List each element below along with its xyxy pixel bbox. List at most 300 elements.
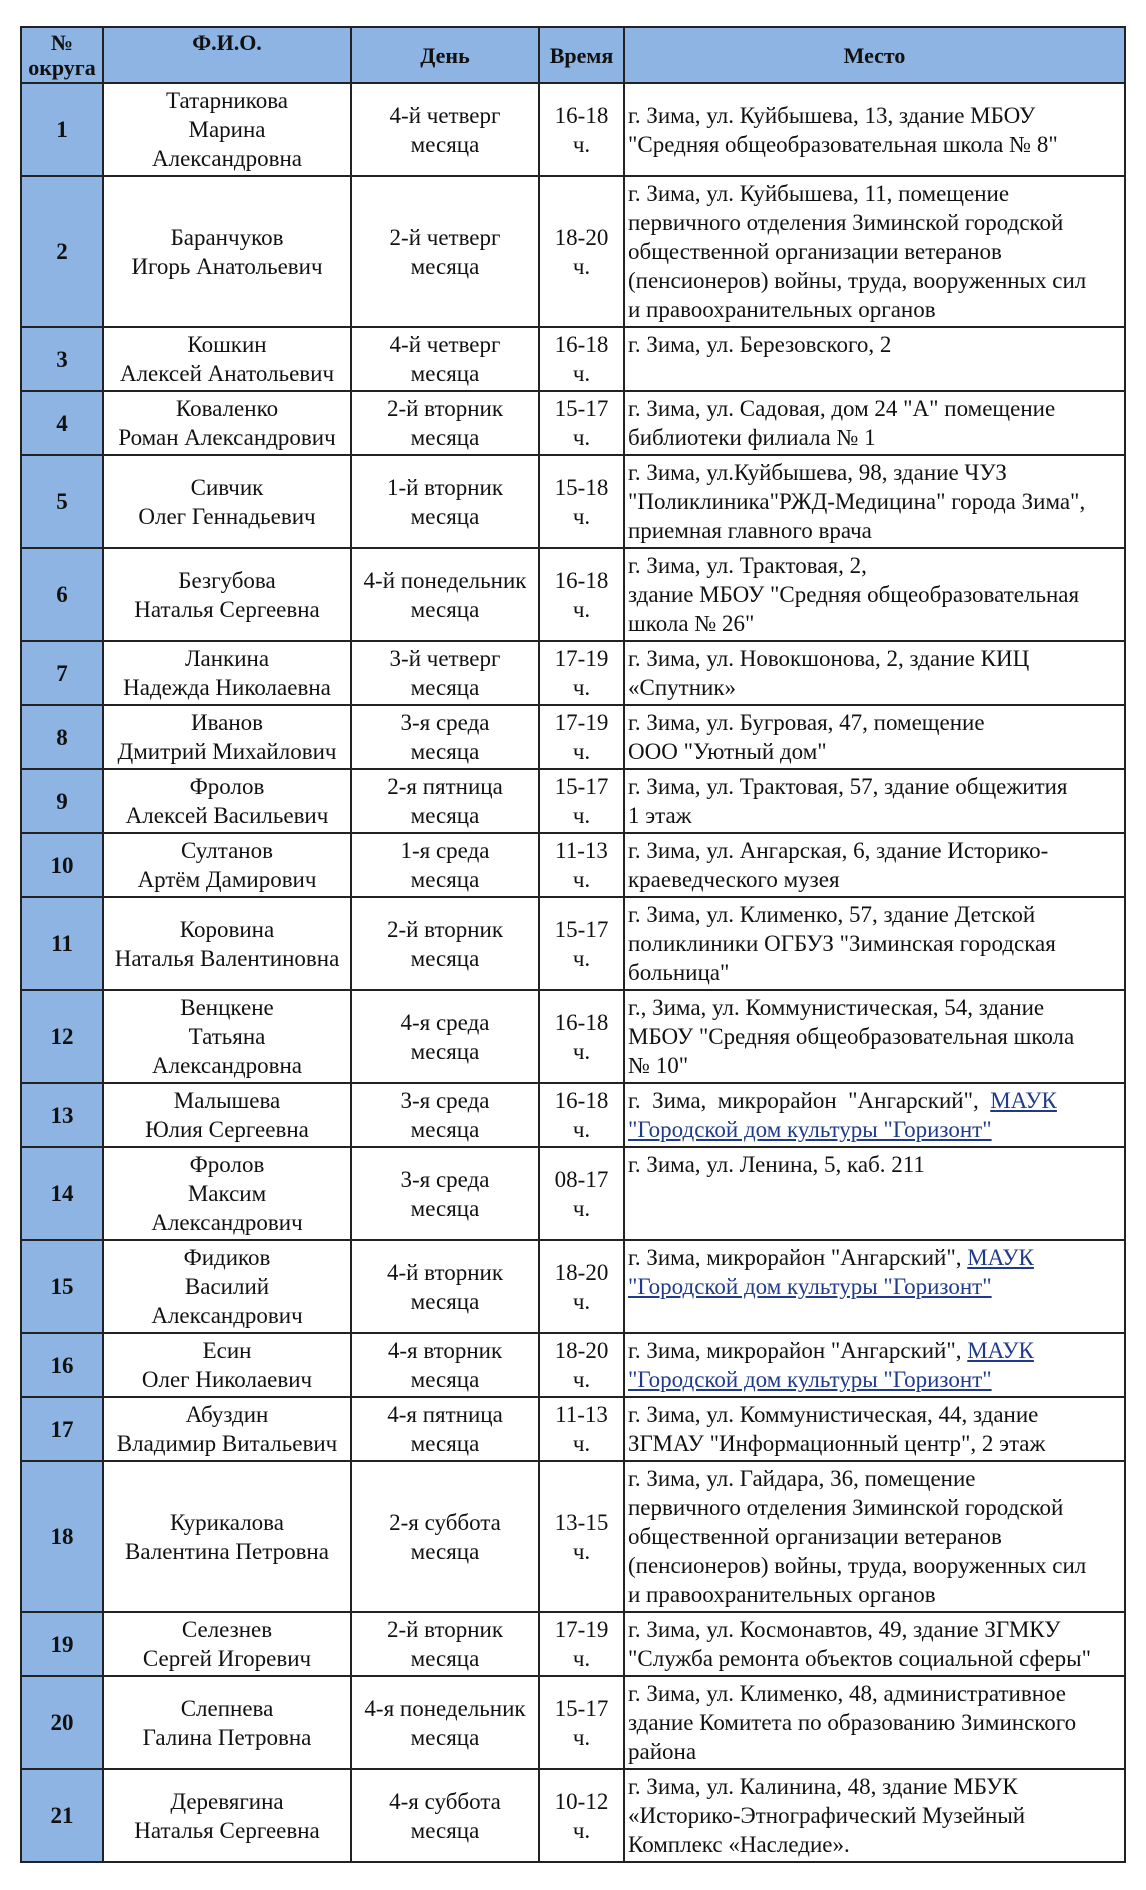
reception-time-line: 15-17 xyxy=(554,774,609,799)
reception-time-line: 16-18 xyxy=(554,332,609,357)
reception-place-cell xyxy=(624,705,1125,769)
reception-time-line: 10-12 xyxy=(554,1788,609,1814)
deputy-name-line: Татарникова xyxy=(165,88,289,113)
reception-place-line: и правоохранительных органов xyxy=(628,297,936,322)
deputy-name-line: Безгубова xyxy=(178,567,276,593)
reception-place-line: г. Зима, ул. Трактовая, 2, xyxy=(628,553,867,578)
venue-link[interactable]: МАУК xyxy=(967,1245,1034,1270)
reception-time-line: 18-20 xyxy=(554,1338,609,1363)
reception-time-line: 08-17 xyxy=(554,1166,609,1192)
reception-time-line: ч. xyxy=(572,131,591,157)
reception-place-line: района xyxy=(628,1739,697,1764)
reception-day-line: 3-я среда xyxy=(400,1088,490,1113)
district-number-cell: 20 xyxy=(21,1676,103,1769)
table-row xyxy=(21,1461,1125,1612)
reception-place-line: ООО "Уютный дом" xyxy=(628,739,827,764)
deputy-name-line: Василий xyxy=(184,1274,270,1299)
deputy-name-line: Юлия Сергеевна xyxy=(145,1117,309,1142)
deputy-name-line: Игорь Анатольевич xyxy=(131,253,323,279)
reception-time-cell xyxy=(539,176,624,327)
district-number-cell: 3 xyxy=(21,327,103,391)
deputy-name-cell xyxy=(103,1147,351,1240)
district-number-cell: 12 xyxy=(21,990,103,1083)
deputy-name-line: Александровна xyxy=(152,146,302,171)
venue-link[interactable]: "Городской дом культуры "Горизонт" xyxy=(628,1367,992,1392)
district-number-cell: 9 xyxy=(21,769,103,833)
district-number-cell: 19 xyxy=(21,1612,103,1676)
district-number-cell: 5 xyxy=(21,455,103,548)
reception-day-line: месяца xyxy=(410,1288,480,1314)
deputy-name-line: Алексей Анатольевич xyxy=(119,361,335,386)
reception-day-line: 4-я вторник xyxy=(387,1338,503,1363)
district-number-cell: 2 xyxy=(21,176,103,327)
reception-place-cell xyxy=(624,990,1125,1083)
reception-day-cell xyxy=(351,1240,539,1333)
deputy-name-cell xyxy=(103,641,351,705)
table-row xyxy=(21,1397,1125,1461)
deputy-name-line: Курикалова xyxy=(170,1509,284,1535)
reception-place-cell xyxy=(624,1612,1125,1676)
reception-day-line: 2-я пятница xyxy=(387,774,503,799)
reception-time-cell xyxy=(539,1240,624,1333)
table-row xyxy=(21,83,1125,176)
deputy-name-cell xyxy=(103,1397,351,1461)
reception-time-line: ч. xyxy=(572,1367,591,1392)
deputy-name-line: Владимир Витальевич xyxy=(116,1431,338,1456)
reception-day-cell xyxy=(351,1461,539,1612)
reception-time-cell xyxy=(539,705,624,769)
deputy-name-line: Наталья Сергеевна xyxy=(134,596,320,622)
reception-place-line xyxy=(628,1115,1121,1144)
deputy-name-line: Надежда Николаевна xyxy=(123,675,331,700)
reception-day-cell xyxy=(351,833,539,897)
reception-day-line: 1-й вторник xyxy=(386,474,504,500)
header-num-label: округа xyxy=(28,55,96,80)
deputy-name-cell xyxy=(103,1769,351,1862)
reception-day-line: месяца xyxy=(410,361,480,386)
deputy-name-line: Слепнева xyxy=(180,1695,274,1721)
table-row xyxy=(21,1147,1125,1240)
reception-time-cell xyxy=(539,548,624,641)
reception-place-line: "Средняя общеобразовательная школа № 8" xyxy=(628,131,1058,157)
reception-place-line: краеведческого музея xyxy=(628,867,840,892)
reception-day-cell xyxy=(351,897,539,990)
reception-day-line: 1-я среда xyxy=(400,838,490,863)
reception-place-line: здание МБОУ "Средняя общеобразовательная xyxy=(628,582,1080,607)
header-district-number xyxy=(21,27,103,83)
reception-time-cell xyxy=(539,1612,624,1676)
reception-time-cell xyxy=(539,327,624,391)
reception-place-cell xyxy=(624,1676,1125,1769)
reception-place-text: г. Зима, микрорайон "Ангарский", xyxy=(628,1088,991,1113)
reception-place-line: г. Зима, ул. Куйбышева, 11, помещение xyxy=(628,181,1010,206)
reception-place-line: "Служба ремонта объектов социальной сферы" xyxy=(628,1646,1091,1671)
reception-place-line: первичного отделения Зиминской городской xyxy=(628,210,1064,235)
deputy-name-line: Иванов xyxy=(190,710,264,735)
reception-day-line: месяца xyxy=(410,253,480,279)
reception-place-line: г. Зима, ул.Куйбышева, 98, здание ЧУЗ xyxy=(628,460,1007,485)
reception-time-line: ч. xyxy=(572,1038,591,1064)
reception-place-line: № 10" xyxy=(628,1053,689,1078)
reception-place-line: библиотеки филиала № 1 xyxy=(628,425,876,450)
reception-time-line: ч. xyxy=(572,253,591,279)
deputy-name-line: Султанов xyxy=(181,838,273,863)
deputy-name-line: Наталья Сергеевна xyxy=(134,1817,320,1843)
reception-day-line: месяца xyxy=(410,1817,480,1843)
reception-day-cell xyxy=(351,327,539,391)
table-row xyxy=(21,769,1125,833)
deputy-name-line: Марина xyxy=(188,117,266,142)
reception-place-line: здание Комитета по образованию Зиминского xyxy=(628,1710,1077,1735)
deputy-name-line: Селезнев xyxy=(181,1617,273,1642)
reception-day-line: 3-й четверг xyxy=(389,646,501,671)
reception-time-line: 13-15 xyxy=(554,1509,609,1535)
district-number-cell: 10 xyxy=(21,833,103,897)
reception-place-line: ЗГМАУ "Информационный центр", 2 этаж xyxy=(628,1431,1046,1456)
venue-link[interactable]: "Городской дом культуры "Горизонт" xyxy=(628,1117,992,1142)
reception-day-line: 4-я среда xyxy=(400,1009,490,1035)
reception-time-line: 16-18 xyxy=(554,567,609,593)
reception-day-line: 4-й понедельник xyxy=(363,567,527,593)
deputy-name-line: Артём Дамирович xyxy=(137,867,317,892)
reception-day-cell xyxy=(351,391,539,455)
reception-time-cell xyxy=(539,833,624,897)
reception-day-line: месяца xyxy=(410,1367,480,1392)
reception-place-line xyxy=(628,1086,1121,1115)
deputy-name-line: Ланкина xyxy=(184,646,270,671)
reception-time-cell xyxy=(539,897,624,990)
district-number-cell: 11 xyxy=(21,897,103,990)
reception-day-cell xyxy=(351,1676,539,1769)
reception-day-line: 2-й четверг xyxy=(389,224,501,250)
reception-time-line: 15-17 xyxy=(554,1695,609,1721)
reception-time-line: 11-13 xyxy=(555,838,608,863)
deputy-name-line: Александрович xyxy=(151,1303,303,1328)
reception-place-text: г. Зима, микрорайон "Ангарский", xyxy=(628,1245,968,1270)
reception-place-line: «Историко-Этнографический Музейный xyxy=(628,1803,1026,1828)
reception-time-cell xyxy=(539,641,624,705)
reception-place-line: г. Зима, ул. Ангарская, 6, здание Историко- xyxy=(628,838,1049,863)
deputy-name-cell xyxy=(103,769,351,833)
reception-place-cell xyxy=(624,548,1125,641)
reception-day-line: месяца xyxy=(410,1724,480,1750)
district-number-cell: 8 xyxy=(21,705,103,769)
deputy-name-line: Баранчуков xyxy=(170,224,284,250)
reception-place-line: г. Зима, ул. Куйбышева, 13, здание МБОУ xyxy=(628,102,1036,128)
reception-place-line: «Спутник» xyxy=(628,675,736,700)
reception-place-line: г. Зима, ул. Калинина, 48, здание МБУК xyxy=(628,1774,1018,1799)
table-row xyxy=(21,641,1125,705)
reception-place-line: г. Зима, ул. Гайдара, 36, помещение xyxy=(628,1466,976,1491)
reception-time-cell xyxy=(539,1083,624,1147)
deputy-name-cell xyxy=(103,327,351,391)
reception-place-line: г. Зима, ул. Трактовая, 57, здание общежития xyxy=(628,774,1068,799)
reception-day-line: 2-я суббота xyxy=(389,1509,501,1535)
reception-day-line: 3-я среда xyxy=(400,710,490,735)
table-row xyxy=(21,897,1125,990)
deputy-name-cell xyxy=(103,1461,351,1612)
reception-day-cell xyxy=(351,641,539,705)
deputy-name-line: Сивчик xyxy=(190,474,264,500)
reception-day-line: месяца xyxy=(410,1431,480,1456)
header-time: Время xyxy=(539,27,624,83)
reception-day-line: месяца xyxy=(410,803,480,828)
reception-place-line: (пенсионеров) войны, труда, вооруженных сил xyxy=(628,1553,1087,1578)
deputy-name-line: Фролов xyxy=(189,774,265,799)
reception-time-cell xyxy=(539,391,624,455)
deputy-name-line: Александрович xyxy=(151,1210,303,1235)
reception-time-line: ч. xyxy=(572,867,591,892)
district-number-cell: 13 xyxy=(21,1083,103,1147)
table-body xyxy=(21,83,1125,1862)
reception-place-cell xyxy=(624,641,1125,705)
header-num-symbol: № xyxy=(50,30,74,55)
reception-time-line: ч. xyxy=(572,1117,591,1142)
deputy-name-cell xyxy=(103,83,351,176)
reception-time-line: ч. xyxy=(572,803,591,828)
district-number-cell: 4 xyxy=(21,391,103,455)
reception-place-line: общественной организации ветеранов xyxy=(628,239,1002,264)
reception-place-cell xyxy=(624,833,1125,897)
reception-day-line: месяца xyxy=(410,131,480,157)
reception-place-cell xyxy=(624,455,1125,548)
reception-day-line: месяца xyxy=(410,425,480,450)
reception-time-line: ч. xyxy=(572,945,591,971)
reception-place-line xyxy=(628,1243,1121,1272)
reception-day-cell xyxy=(351,548,539,641)
deputy-name-line: Татьяна xyxy=(188,1024,266,1049)
reception-day-cell xyxy=(351,1083,539,1147)
reception-time-line: 16-18 xyxy=(554,1088,609,1113)
reception-time-cell xyxy=(539,1333,624,1397)
reception-place-line: г. Зима, ул. Клименко, 57, здание Детской xyxy=(628,902,1036,927)
reception-place-line: 1 этаж xyxy=(628,803,692,828)
reception-place-cell xyxy=(624,176,1125,327)
reception-time-line: ч. xyxy=(572,1538,591,1564)
table-row xyxy=(21,548,1125,641)
reception-day-line: месяца xyxy=(410,1195,480,1221)
reception-time-line: 18-20 xyxy=(554,1259,609,1285)
reception-day-line: 4-я понедельник xyxy=(364,1695,526,1721)
reception-place-line: первичного отделения Зиминской городской xyxy=(628,1495,1064,1520)
deputy-name-cell xyxy=(103,548,351,641)
reception-time-line: 17-19 xyxy=(554,646,609,671)
reception-time-line: 15-17 xyxy=(554,916,609,942)
reception-place-line: г. Зима, ул. Клименко, 48, административное xyxy=(628,1681,1067,1706)
table-row xyxy=(21,990,1125,1083)
reception-day-line: 4-й четверг xyxy=(389,332,501,357)
reception-day-line: месяца xyxy=(410,675,480,700)
reception-time-line: ч. xyxy=(572,1817,591,1843)
reception-time-cell xyxy=(539,83,624,176)
district-number-cell: 18 xyxy=(21,1461,103,1612)
reception-time-line: ч. xyxy=(572,739,591,764)
deputy-name-line: Александровна xyxy=(152,1053,302,1078)
deputy-name-line: Абуздин xyxy=(185,1402,269,1427)
deputy-name-cell xyxy=(103,391,351,455)
venue-link[interactable]: "Городской дом культуры "Горизонт" xyxy=(628,1274,992,1299)
reception-place-line xyxy=(628,1365,1121,1394)
reception-place-cell xyxy=(624,327,1125,391)
schedule-table xyxy=(20,26,1126,1863)
table-row xyxy=(21,391,1125,455)
district-number-cell: 1 xyxy=(21,83,103,176)
reception-place-cell xyxy=(624,1461,1125,1612)
deputy-name-cell xyxy=(103,455,351,548)
reception-day-line: месяца xyxy=(410,867,480,892)
reception-day-line: 2-й вторник xyxy=(386,1617,504,1642)
deputy-name-line: Наталья Валентиновна xyxy=(114,945,340,971)
reception-day-line: 4-я суббота xyxy=(389,1788,501,1814)
reception-day-line: 2-й вторник xyxy=(386,916,504,942)
district-number-cell: 15 xyxy=(21,1240,103,1333)
reception-time-cell xyxy=(539,1769,624,1862)
table-row xyxy=(21,455,1125,548)
reception-place-cell xyxy=(624,769,1125,833)
reception-place-line xyxy=(628,1336,1121,1365)
schedule-table-wrapper xyxy=(20,26,1126,1863)
reception-time-cell xyxy=(539,1676,624,1769)
reception-time-cell xyxy=(539,990,624,1083)
venue-link[interactable]: МАУК xyxy=(967,1338,1034,1363)
reception-day-line: 2-й вторник xyxy=(386,396,504,421)
table-header-row xyxy=(21,27,1125,83)
reception-time-line: 18-20 xyxy=(554,224,609,250)
reception-day-line: 3-я среда xyxy=(400,1166,490,1192)
deputy-name-line: Галина Петровна xyxy=(142,1724,312,1750)
reception-day-cell xyxy=(351,705,539,769)
deputy-name-line: Дмитрий Михайлович xyxy=(117,739,337,764)
reception-place-line: г. Зима, ул. Коммунистическая, 44, здание xyxy=(628,1402,1039,1427)
reception-day-line: месяца xyxy=(410,945,480,971)
reception-time-line: 11-13 xyxy=(555,1402,608,1427)
deputy-name-cell xyxy=(103,833,351,897)
reception-day-line: месяца xyxy=(410,503,480,529)
reception-day-line: месяца xyxy=(410,596,480,622)
deputy-name-line: Фролов xyxy=(189,1152,265,1177)
reception-place-line: общественной организации ветеранов xyxy=(628,1524,1002,1549)
deputy-name-line: Олег Геннадьевич xyxy=(138,503,316,529)
deputy-name-cell xyxy=(103,176,351,327)
header-day: День xyxy=(351,27,539,83)
reception-place-cell xyxy=(624,1083,1125,1147)
district-number-cell: 21 xyxy=(21,1769,103,1862)
deputy-name-line: Кошкин xyxy=(187,332,267,357)
reception-place-line: г. Зима, ул. Космонавтов, 49, здание ЗГМКУ xyxy=(628,1617,1061,1642)
reception-day-cell xyxy=(351,990,539,1083)
reception-day-cell xyxy=(351,1397,539,1461)
reception-place-cell xyxy=(624,1397,1125,1461)
reception-day-line: месяца xyxy=(410,1038,480,1064)
deputy-name-line: Деревягина xyxy=(170,1788,284,1814)
table-row xyxy=(21,176,1125,327)
deputy-name-cell xyxy=(103,897,351,990)
reception-day-line: месяца xyxy=(410,739,480,764)
deputy-name-line: Коваленко xyxy=(175,396,279,421)
reception-time-cell xyxy=(539,1461,624,1612)
reception-day-cell xyxy=(351,1147,539,1240)
reception-place-cell xyxy=(624,1147,1125,1240)
reception-time-line: 17-19 xyxy=(554,1617,609,1642)
deputy-name-cell xyxy=(103,990,351,1083)
deputy-name-line: Алексей Васильевич xyxy=(125,803,329,828)
deputy-name-line: Есин xyxy=(202,1338,252,1363)
reception-place-cell xyxy=(624,83,1125,176)
deputy-name-line: Коровина xyxy=(179,916,275,942)
reception-day-line: 4-й вторник xyxy=(386,1259,504,1285)
header-fio: Ф.И.О. xyxy=(103,27,351,83)
reception-day-cell xyxy=(351,83,539,176)
deputy-name-line: Фидиков xyxy=(183,1245,271,1270)
reception-day-line: 4-й четверг xyxy=(389,102,501,128)
deputy-name-line: Роман Александрович xyxy=(118,425,336,450)
reception-place-cell xyxy=(624,1769,1125,1862)
reception-place-line xyxy=(628,1272,1121,1301)
reception-place-cell xyxy=(624,1240,1125,1333)
deputy-name-cell xyxy=(103,1333,351,1397)
venue-link[interactable]: МАУК xyxy=(990,1088,1057,1113)
reception-time-line: 15-18 xyxy=(554,474,609,500)
reception-time-line: 16-18 xyxy=(554,102,609,128)
table-row xyxy=(21,705,1125,769)
reception-time-line: ч. xyxy=(572,503,591,529)
reception-place-line: и правоохранительных органов xyxy=(628,1582,936,1607)
reception-place-line: г. Зима, ул. Ленина, 5, каб. 211 xyxy=(628,1152,925,1177)
reception-day-line: 4-я пятница xyxy=(387,1402,503,1427)
reception-place-line: г. Зима, ул. Новокшонова, 2, здание КИЦ xyxy=(628,646,1030,671)
reception-time-line: 15-17 xyxy=(554,396,609,421)
reception-place-line: больница" xyxy=(628,960,730,985)
deputy-name-line: Венцкене xyxy=(180,995,274,1020)
deputy-name-line: Максим xyxy=(187,1181,267,1206)
reception-time-line: ч. xyxy=(572,361,591,386)
reception-day-line: месяца xyxy=(410,1646,480,1671)
reception-place-line: г. Зима, ул. Садовая, дом 24 "А" помещение xyxy=(628,396,1056,421)
reception-place-line: "Поликлиника"РЖД-Медицина" города Зима", xyxy=(628,489,1086,514)
reception-place-line: (пенсионеров) войны, труда, вооруженных сил xyxy=(628,268,1087,293)
reception-place-line: приемная главного врача xyxy=(628,518,872,543)
district-number-cell: 7 xyxy=(21,641,103,705)
reception-time-line: ч. xyxy=(572,1195,591,1221)
table-row xyxy=(21,1240,1125,1333)
district-number-cell: 14 xyxy=(21,1147,103,1240)
reception-time-line: ч. xyxy=(572,425,591,450)
table-row xyxy=(21,1676,1125,1769)
deputy-name-line: Малышева xyxy=(173,1088,281,1113)
reception-day-cell xyxy=(351,769,539,833)
reception-place-cell xyxy=(624,897,1125,990)
reception-time-cell xyxy=(539,769,624,833)
table-row xyxy=(21,833,1125,897)
reception-place-line: школа № 26" xyxy=(628,611,755,636)
reception-place-line: поликлиники ОГБУЗ "Зиминская городская xyxy=(628,931,1056,956)
deputy-name-cell xyxy=(103,705,351,769)
reception-place-line: МБОУ "Средняя общеобразовательная школа xyxy=(628,1024,1075,1049)
district-number-cell: 17 xyxy=(21,1397,103,1461)
deputy-name-line: Сергей Игоревич xyxy=(142,1646,312,1671)
table-row xyxy=(21,1333,1125,1397)
reception-time-cell xyxy=(539,1147,624,1240)
reception-place-cell xyxy=(624,1333,1125,1397)
reception-day-line: месяца xyxy=(410,1538,480,1564)
reception-day-cell xyxy=(351,176,539,327)
reception-time-line: ч. xyxy=(572,1288,591,1314)
deputy-name-line: Валентина Петровна xyxy=(125,1538,329,1564)
reception-place-text: г. Зима, микрорайон "Ангарский", xyxy=(628,1338,968,1363)
reception-day-cell xyxy=(351,1333,539,1397)
deputy-name-cell xyxy=(103,1612,351,1676)
district-number-cell: 6 xyxy=(21,548,103,641)
